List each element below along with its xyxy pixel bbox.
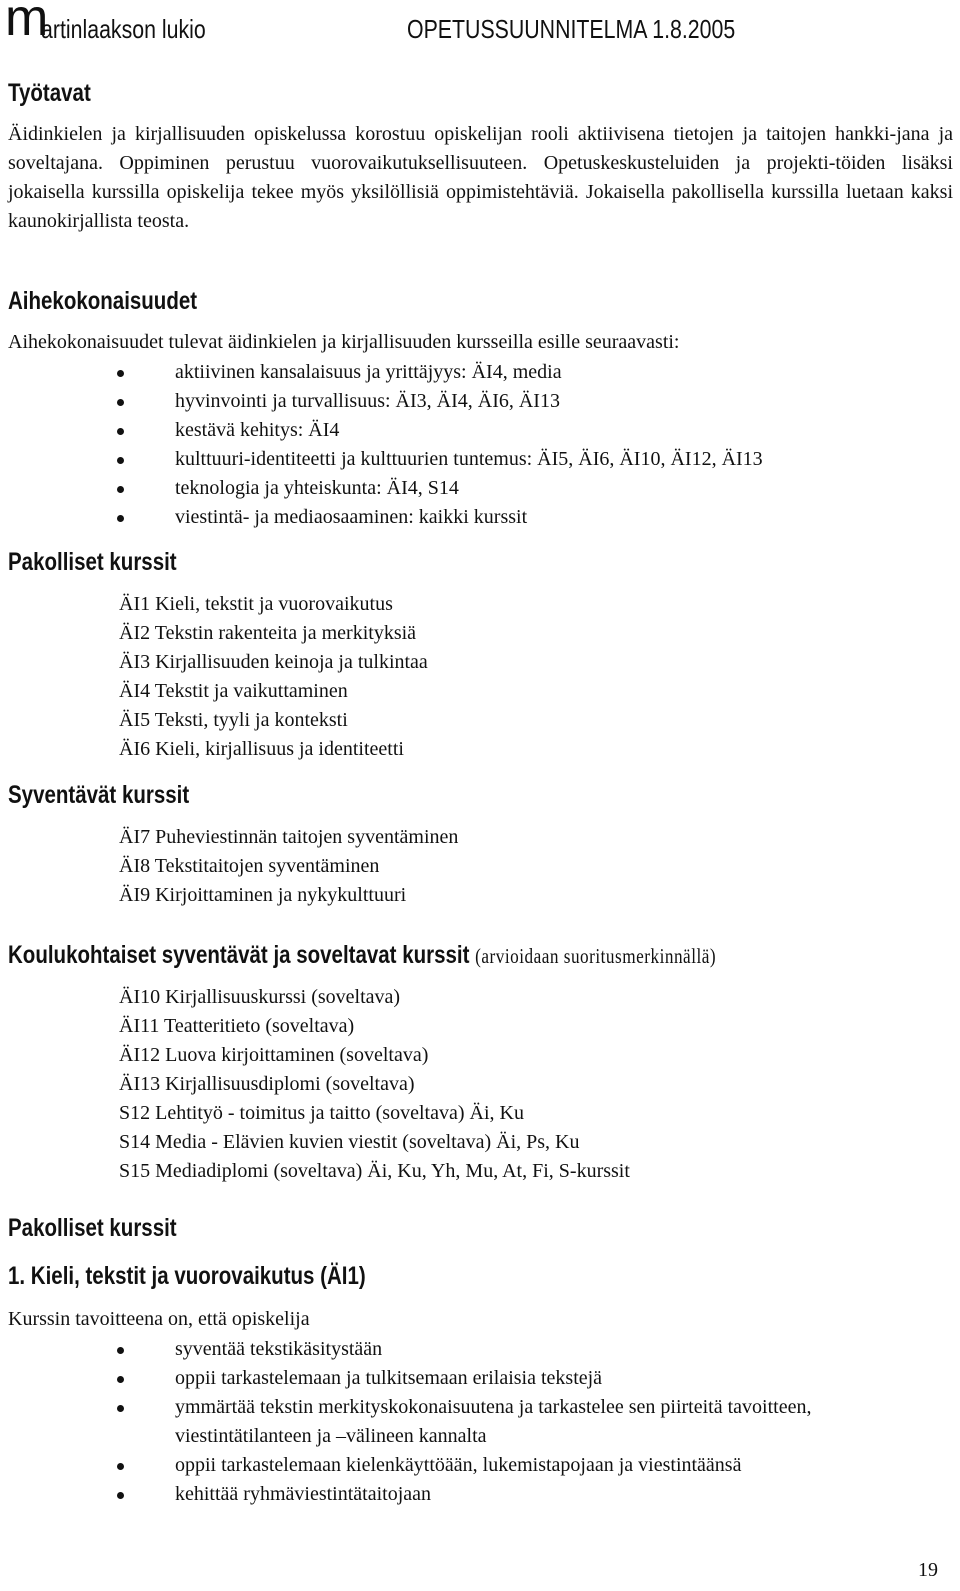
list-item: oppii tarkastelemaan ja tulkitsemaan erilaisia tekstejä bbox=[117, 1364, 811, 1393]
course-item: ÄI4 Tekstit ja vaikuttaminen bbox=[119, 680, 348, 702]
koulukohtaiset-list bbox=[119, 983, 630, 1186]
course-ai1-goals bbox=[117, 1335, 811, 1509]
heading-course-ai1: 1. Kieli, tekstit ja vuorovaikutus (ÄI1) bbox=[8, 1262, 366, 1290]
course-item: ÄI8 Tekstitaitojen syventäminen bbox=[119, 855, 380, 877]
koulukohtaiset-note: (arvioidaan suoritusmerkinnällä) bbox=[475, 944, 717, 968]
aihekokonaisuudet-intro: Aihekokonaisuudet tulevat äidinkielen ja kirjallisuuden kursseilla esille seuraavasti: bbox=[8, 331, 680, 353]
list-item bbox=[117, 1393, 811, 1451]
course-item: ÄI3 Kirjallisuuden keinoja ja tulkintaa bbox=[119, 651, 428, 673]
syventavat-list bbox=[119, 823, 458, 910]
list-item: kehittää ryhmäviestintätaitojaan bbox=[117, 1480, 811, 1509]
list-item: syventää tekstikäsitystään bbox=[117, 1335, 811, 1364]
list-item: hyvinvointi ja turvallisuus: ÄI3, ÄI4, ÄI6, ÄI13 bbox=[117, 387, 763, 416]
course-item: ÄI2 Tekstin rakenteita ja merkityksiä bbox=[119, 622, 417, 644]
school-name: artinlaakson lukio bbox=[41, 14, 206, 44]
list-item: kestävä kehitys: ÄI4 bbox=[117, 416, 763, 445]
course-item: ÄI11 Teatteritieto (soveltava) bbox=[119, 1015, 355, 1037]
course-item: ÄI13 Kirjallisuusdiplomi (soveltava) bbox=[119, 1073, 415, 1095]
course-item: S12 Lehtityö - toimitus ja taitto (soveltava) Äi, Ku bbox=[119, 1102, 524, 1124]
course-item: ÄI12 Luova kirjoittaminen (soveltava) bbox=[119, 1044, 429, 1066]
list-item: viestintä- ja mediaosaaminen: kaikki kurssit bbox=[117, 503, 763, 532]
aihekokonaisuudet-list bbox=[117, 358, 763, 532]
koulukohtaiset-title: Koulukohtaiset syventävät ja soveltavat kurssit bbox=[8, 941, 470, 969]
heading-pakolliset-kurssit: Pakolliset kurssit bbox=[8, 548, 177, 576]
list-item: teknologia ja yhteiskunta: ÄI4, S14 bbox=[117, 474, 763, 503]
page-header bbox=[5, 0, 955, 48]
heading-aihekokonaisuudet: Aihekokonaisuudet bbox=[8, 287, 198, 315]
course-item: ÄI1 Kieli, tekstit ja vuorovaikutus bbox=[119, 593, 393, 615]
heading-pakolliset-kurssit-2: Pakolliset kurssit bbox=[8, 1214, 177, 1242]
course-item: ÄI9 Kirjoittaminen ja nykykulttuuri bbox=[119, 884, 407, 906]
page-number: 19 bbox=[918, 1559, 938, 1581]
course-item: ÄI6 Kieli, kirjallisuus ja identiteetti bbox=[119, 738, 404, 760]
course-item: S14 Media - Elävien kuvien viestit (soveltava) Äi, Ps, Ku bbox=[119, 1131, 580, 1153]
goal-text: ymmärtää tekstin merkityskokonaisuutena ja tarkastelee sen piirteitä tavoitteen, bbox=[175, 1396, 812, 1418]
course-item: ÄI7 Puheviestinnän taitojen syventäminen bbox=[119, 826, 459, 848]
tyotavat-paragraph: Äidinkielen ja kirjallisuuden opiskelussa korostuu opiskelijan rooli aktiivisena tietojen ja taitojen hankki-jana ja soveltajana. Oppiminen perustuu vuorovaikutuksellisuuteen. Opetuskeskusteluiden ja projekti-töiden lisäksi jokaisella kurssilla opiskelija tekee myös yksilöllisiä oppimistehtäviä. Jokaisella pakollisella kurssilla luetaan kaksi kaunokirjallista teosta. bbox=[8, 123, 953, 232]
pakolliset-list bbox=[119, 590, 428, 764]
course-ai1-intro: Kurssin tavoitteena on, että opiskelija bbox=[8, 1308, 310, 1330]
course-item: ÄI5 Teksti, tyyli ja konteksti bbox=[119, 709, 348, 731]
heading-koulukohtaiset bbox=[8, 940, 716, 971]
heading-tyotavat: Työtavat bbox=[8, 79, 91, 107]
course-item: ÄI10 Kirjallisuuskurssi (soveltava) bbox=[119, 986, 401, 1008]
course-item: S15 Mediadiplomi (soveltava) Äi, Ku, Yh, Mu, At, Fi, S-kurssit bbox=[119, 1160, 630, 1182]
goal-text-continuation: viestintätilanteen ja –välineen kannalta bbox=[175, 1425, 487, 1447]
document-title: OPETUSSUUNNITELMA 1.8.2005 bbox=[407, 14, 736, 44]
list-item: oppii tarkastelemaan kielenkäyttöään, lukemistapojaan ja viestintäänsä bbox=[117, 1451, 811, 1480]
list-item: kulttuuri-identiteetti ja kulttuurien tuntemus: ÄI5, ÄI6, ÄI10, ÄI12, ÄI13 bbox=[117, 445, 763, 474]
heading-syventavat-kurssit: Syventävät kurssit bbox=[8, 781, 190, 809]
list-item: aktiivinen kansalaisuus ja yrittäjyys: ÄI4, media bbox=[117, 358, 763, 387]
brand-initial: m bbox=[5, 0, 49, 47]
